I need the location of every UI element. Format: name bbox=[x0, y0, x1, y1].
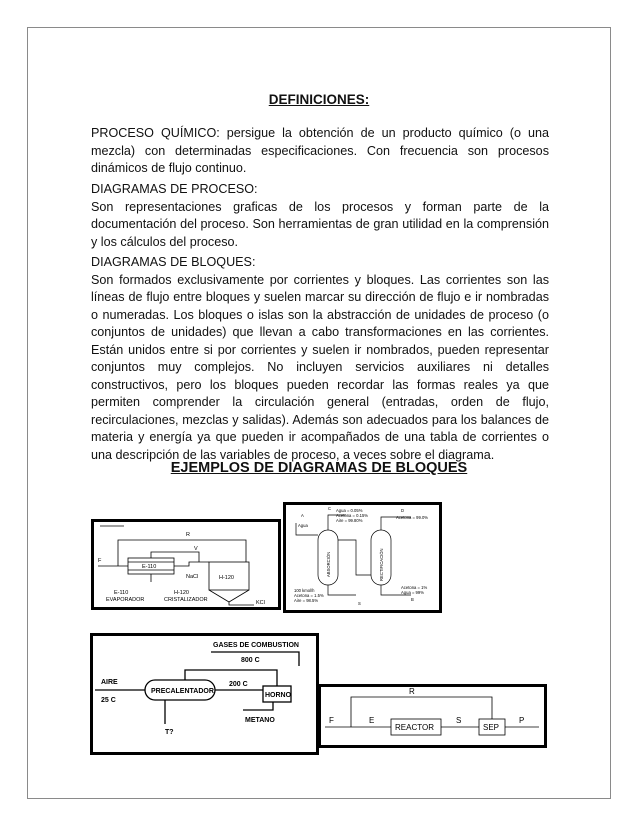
label-p: P bbox=[519, 716, 525, 725]
definition-diagramas-proceso bbox=[91, 181, 549, 251]
label-sep: SEP bbox=[483, 723, 500, 732]
diagram-absorption-rectification bbox=[283, 502, 442, 613]
label-cryst-tag: H-120 bbox=[174, 590, 189, 596]
bottom-right-line1: Acetona = 1% bbox=[401, 585, 428, 590]
column-absorcion: ABSORCIÓN bbox=[326, 551, 331, 577]
label-s: S bbox=[456, 716, 462, 725]
label-evap-name: EVAPORADOR bbox=[106, 597, 145, 603]
page-title: DEFINICIONES: bbox=[268, 92, 370, 107]
bottom-left-line2: Acetona = 1.5% bbox=[294, 593, 324, 598]
diagram-2-svg bbox=[286, 505, 439, 610]
bottom-left-line3: Aire = 98.5% bbox=[294, 598, 319, 603]
diagram-1-svg bbox=[94, 522, 278, 607]
diagram-preheater-furnace bbox=[90, 633, 319, 755]
definition-diagramas-bloques bbox=[91, 254, 549, 464]
paragraph-text: PROCESO QUÍMICO: persigue la obtención de un producto químico (o una mezcla) con determinadas especificaciones. Con frecuencia son procesos dinámicos de flujo continuo. bbox=[91, 126, 549, 175]
paragraph-text: Son formados exclusivamente por corrientes y bloques. Las corrientes son las líneas de flujo entre bloques y suelen marcar su dirección de flujo e ir nombradas o numeradas. Los bloques o islas son la abstracción de unidades de proceso (o conjuntos de unidades) que llevan a cabo transformaciones en las corrientes. Están unidos entre si por corrientes y suelen ir nombrados, pueden representar conjuntos muy complejos. No incluyen servicios auxiliares ni detalles constructivos, pero los bloques pueden recordar las formas reales ya que permiten comprender la circulación general (entradas, orden de flujo, recirculaciones, mezclas y salidas). Además son adecuados para los balances de materia y energía ya que pueden ir acompañados de una tabla de corrientes o una descripción de las variables de proceso, a veces sobre el diagrama. bbox=[91, 272, 549, 462]
column-rectificacion: RECTIFICACIÓN bbox=[379, 548, 384, 581]
label-nacl: NaCl bbox=[186, 574, 199, 580]
label-kcl: KCl bbox=[256, 600, 265, 606]
label-horno: HORNO bbox=[265, 692, 292, 699]
paragraph-heading: DIAGRAMAS DE PROCESO: bbox=[91, 182, 258, 196]
label-d-comp: Acetona = 99.0% bbox=[396, 515, 429, 520]
label-t-unknown: T? bbox=[165, 729, 174, 736]
label-temp-air: 25 C bbox=[101, 697, 116, 704]
label-v: V bbox=[194, 546, 198, 552]
top-feed-line1: Agua = 0.05% bbox=[336, 508, 363, 513]
label-agua: Agua bbox=[298, 523, 308, 528]
label-r: R bbox=[186, 532, 190, 538]
label-f: F bbox=[98, 558, 102, 564]
label-metano: METANO bbox=[245, 717, 275, 724]
paragraph-text: Son representaciones graficas de los procesos y forman parte de la documentación del proceso. Son herramientas de gran utilidad en la comprensión y los cálculos del proceso. bbox=[91, 199, 549, 249]
label-f: F bbox=[329, 716, 334, 725]
label-temp-gas: 800 C bbox=[241, 657, 260, 664]
label-precalentador: PRECALENTADOR bbox=[151, 688, 214, 695]
definition-proceso-quimico bbox=[91, 125, 549, 178]
label-e: E bbox=[369, 716, 375, 725]
label-gases: GASES DE COMBUSTION bbox=[213, 642, 299, 649]
label-aire: AIRE bbox=[101, 679, 118, 686]
label-c: C bbox=[328, 506, 332, 511]
top-feed-line2: Acetona = 0.15% bbox=[336, 513, 369, 518]
diagram-reactor-separator bbox=[318, 684, 547, 748]
label-temp-mid: 200 C bbox=[229, 681, 248, 688]
label-evap-tag: E-110 bbox=[114, 590, 129, 596]
top-feed-line3: Aire = 99.80% bbox=[336, 518, 363, 523]
label-cryst-name: CRISTALIZADOR bbox=[164, 597, 208, 603]
label-a: A bbox=[301, 513, 304, 518]
bottom-left-line1: 100 kmol/h bbox=[294, 588, 315, 593]
bottom-right-line2: Agua = 99% bbox=[401, 590, 424, 595]
label-r: R bbox=[409, 687, 415, 696]
diagram-evaporator-crystallizer bbox=[91, 519, 281, 610]
examples-title: EJEMPLOS DE DIAGRAMAS DE BLOQUES bbox=[170, 460, 468, 476]
paragraph-heading: DIAGRAMAS DE BLOQUES: bbox=[91, 255, 256, 269]
label-h120: H-120 bbox=[219, 575, 234, 581]
label-reactor: REACTOR bbox=[395, 723, 434, 732]
diagram-4-svg bbox=[321, 687, 544, 745]
diagram-3-svg bbox=[93, 636, 316, 752]
label-e110: E-110 bbox=[142, 564, 157, 570]
label-b: B bbox=[411, 597, 414, 602]
label-s: S bbox=[358, 601, 361, 606]
label-d: D bbox=[401, 508, 405, 513]
